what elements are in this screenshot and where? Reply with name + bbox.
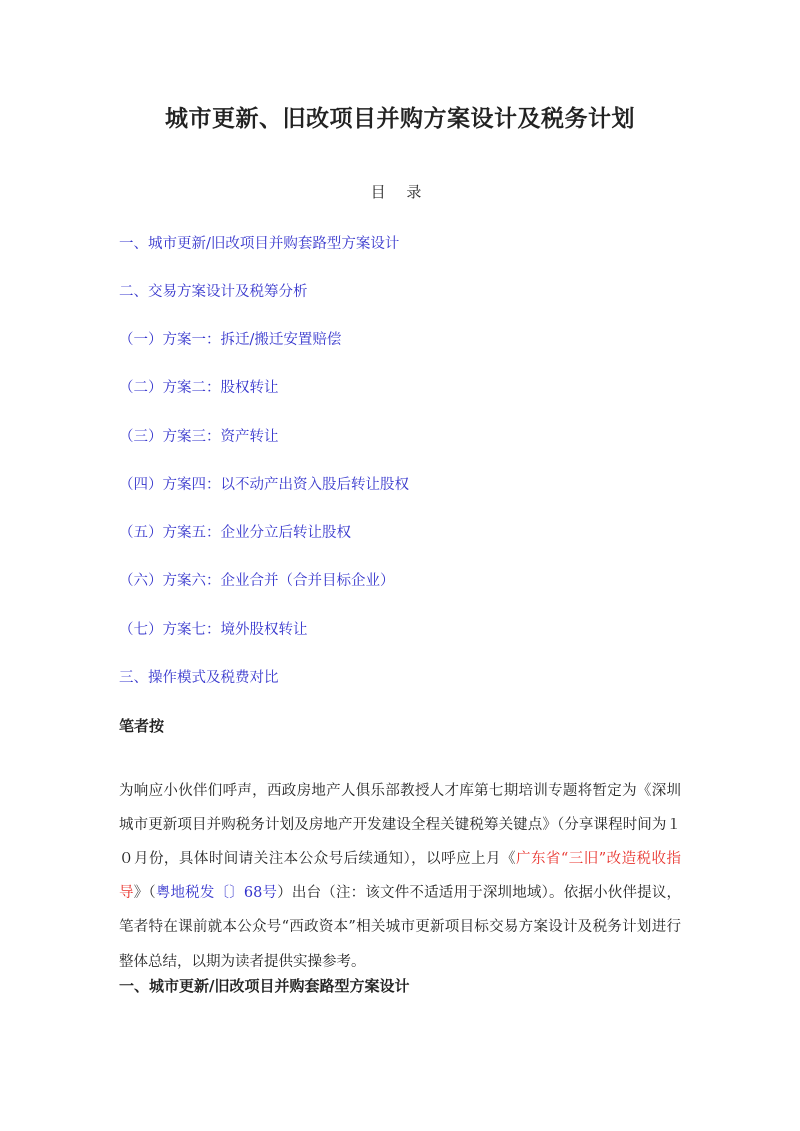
toc-item-plan-4[interactable]: （四）方案四：以不动产出资入股后转让股权 xyxy=(119,477,409,493)
intro-text-part2: 》（ xyxy=(133,885,156,902)
toc-item-plan-7[interactable]: （七）方案七：境外股权转让 xyxy=(119,622,308,638)
toc-item-section-2[interactable]: 二、交易方案设计及税筹分析 xyxy=(119,284,308,300)
toc-item-plan-6[interactable]: （六）方案六：企业合并（合并目标企业） xyxy=(119,573,395,589)
section-1-heading: 一、城市更新/旧改项目并购套路型方案设计 xyxy=(119,977,410,995)
toc-item-section-1[interactable]: 一、城市更新/旧改项目并购套路型方案设计 xyxy=(119,236,400,252)
guangdong-guideline-link[interactable]: 广东省“三旧”改造税收指导 xyxy=(119,850,681,902)
intro-paragraph xyxy=(119,774,681,979)
document-number-link[interactable]: 粤地税发〔〕68号 xyxy=(155,885,278,902)
author-note-label: 笔者按 xyxy=(119,717,165,735)
toc-item-section-3[interactable]: 三、操作模式及税费对比 xyxy=(119,670,279,686)
toc-item-plan-5[interactable]: （五）方案五：企业分立后转让股权 xyxy=(119,525,351,541)
document-title: 城市更新、旧改项目并购方案设计及税务计划 xyxy=(165,105,635,132)
intro-text-part3: ）出台（注：该文件不适适用于深圳地域）。依据小伙伴提议，笔者特在课前就本公众号“西政资本”相关城市更新项目标交易方案设计及税务计划进行整体总结，以期为读者提供实操参考。 xyxy=(119,885,682,970)
toc-item-plan-1[interactable]: （一）方案一：拆迁/搬迁安置赔偿 xyxy=(119,332,342,348)
toc-item-plan-2[interactable]: （二）方案二：股权转让 xyxy=(119,380,279,396)
toc-heading: 目 录 xyxy=(370,183,430,201)
toc-item-plan-3[interactable]: （三）方案三：资产转让 xyxy=(119,429,279,445)
intro-text-part1: 为响应小伙伴们呼声，西政房地产人俱乐部教授人才库第七期培训专题将暂定为《深圳城市更新项目并购税务计划及房地产开发建设全程关键税筹关键点》（分享课程时间为１０月份，具体时间请关注本公众号后续通知），以呼应上月《 xyxy=(119,782,681,867)
